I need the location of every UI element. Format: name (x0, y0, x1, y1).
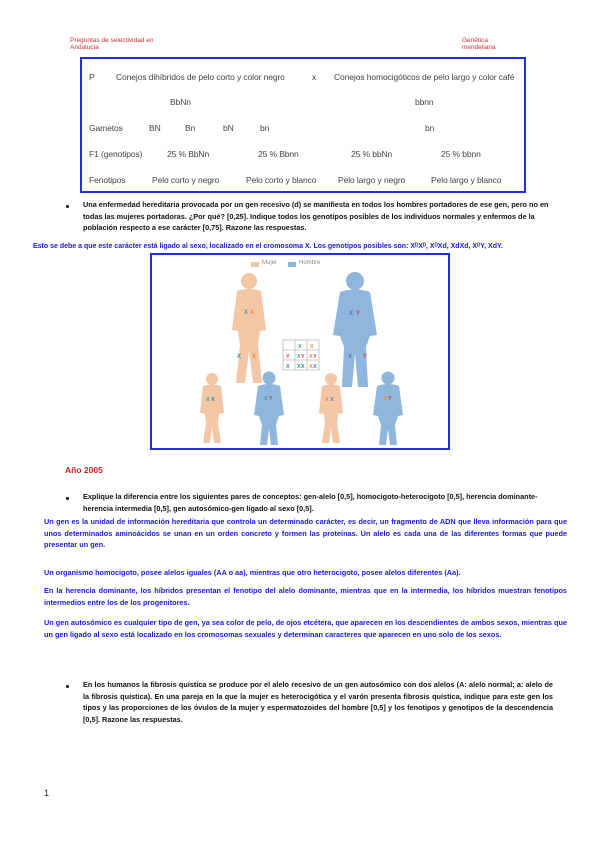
mother-figure (232, 273, 266, 383)
question1-answer: Esto se debe a que este carácter está ligado al sexo, localizado en el cromosoma X. Los genotipos posibles son: XᴰXᴰ, XᴰXd, XdXd, XᴰY, XdY. (33, 243, 503, 250)
mother-gamete-x1: X (237, 354, 242, 360)
f1-genotype-1: 25 % BbNn (167, 149, 210, 159)
punnett-row-y: Y (286, 354, 290, 360)
phenotypes-label: Fenotipos (89, 175, 126, 185)
question2-answer3: En la herencia dominante, los híbridos presentan el fenotipo del alelo dominante, mientras que en la intermedia, los híbridos muestran fenotipos intermedios entre los de los progenitores. (44, 586, 567, 607)
father-figure (333, 272, 377, 387)
bullet-question1 (66, 205, 69, 208)
svg-text:X: X (313, 364, 317, 370)
son2-figure (373, 372, 403, 446)
father-chr-y: Y (356, 311, 361, 317)
question2-answer4: Un gen autosómico es cualquier tipo de gen, ya sea color de pelo, de ojos etcétera, que aparecen en los descendientes de ambos sexos, mientras que un gen ligado al sexo está localizado en los cromosomas sexuales y determinan caracteres que aparecen en uno solo de los sexos. (44, 618, 567, 639)
f1-label: F1 (genotipos) (89, 149, 143, 159)
gamete-parent2: bn (425, 123, 435, 133)
header-left-line1: Preguntas de selectividad en (70, 37, 154, 44)
cross-table-box (80, 57, 526, 193)
svg-text:X: X (330, 397, 334, 403)
gamete-4: bn (260, 123, 270, 133)
father-gamete-x: X (348, 354, 353, 360)
f1-genotype-4: 25 % bbnn (441, 149, 481, 159)
bullet-question3 (66, 685, 69, 688)
punnett-c4: X (309, 364, 313, 370)
son1-chr: X (264, 396, 268, 402)
f1-genotype-2: 25 % Bbnn (258, 149, 299, 159)
phenotype-3: Pelo largo y negro (338, 175, 406, 185)
father-chr-x: X (349, 311, 354, 317)
mother-chr-x1: X (244, 310, 249, 316)
question2-answer2: Un organismo homocigoto, posee alelos iguales (AA o aa), mientras que otro heterocigoto, posee alelos diferentes (Aa). (44, 568, 461, 577)
header-left-line2: Andalucía (70, 44, 99, 51)
header-right (462, 37, 496, 51)
f1-genotype-3: 25 % bbNn (351, 149, 393, 159)
svg-text:X: X (211, 397, 215, 403)
svg-text:Y: Y (313, 354, 317, 360)
figure-svg (152, 255, 447, 447)
legend-male: Hombre (299, 260, 321, 266)
inheritance-figure (150, 253, 450, 450)
punnett-c1: X (297, 354, 301, 360)
daughter2-chr: X (325, 397, 329, 403)
phenotype-2: Pelo corto y blanco (246, 175, 317, 185)
daughter2-figure (319, 373, 343, 443)
phenotype-4: Pelo largo y blanco (431, 175, 502, 185)
phenotype-1: Pelo corto y negro (152, 175, 220, 185)
legend-female: Mujer (262, 260, 278, 266)
punnett-c2: X (309, 354, 313, 360)
cross-p-symbol: P (89, 72, 95, 82)
cross-genotype1: BbNn (170, 97, 191, 107)
cross-x-symbol: x (312, 72, 317, 82)
page-number: 1 (44, 788, 50, 798)
gamete-3: bN (223, 123, 234, 133)
svg-text:Y: Y (269, 396, 273, 402)
question2-answer1: Un gen es la unidad de información hereditaria que controla un determinado carácter, es decir, un fragmento de ADN que lleva información para que unos determinados aminoácidos se unan en un orden concreto y formen las proteínas. Un alelo es cada una de las diferentes formas que puede presentar un gen. (44, 517, 567, 549)
gamete-1: BN (149, 123, 161, 133)
svg-text:X: X (301, 364, 305, 370)
punnett-head-x1: X (298, 344, 302, 350)
punnett-row-x: X (286, 364, 290, 370)
header-right-line2: mendeliana (462, 44, 496, 51)
father-gamete-y: Y (363, 354, 368, 360)
header-left (70, 37, 153, 51)
gametes-label: Gametos (89, 123, 123, 133)
son2-chr: X (383, 396, 387, 402)
question1-text: Una enfermedad hereditaria provocada por un gen recesivo (d) se manifiesta en todos los hombres portadores de ese gen, pero no en todas las mujeres portadoras. ¿Por qué? [0,25]. Indique todos los genotipos posibles de los individuos normales y enfermos de la población respecto a ese carácter [0,75]. Razone las respuestas. (83, 200, 549, 232)
punnett-c3: X (297, 364, 301, 370)
daughter1-chr: X (206, 397, 210, 403)
bullet-question2 (66, 497, 69, 500)
svg-text:Y: Y (301, 354, 305, 360)
daughter1-figure (200, 373, 224, 443)
gamete-2: Bn (185, 123, 196, 133)
question3-text: En los humanos la fibrosis quística se produce por el alelo recesivo de un gen autosómico con dos alelos (A: alelo normal; a: alelo de la fibrosis quística). En una pareja en la que la mujer es heterocigótica y el varón presenta fibrosis quística, indique para este gen los tipos y las proporciones de los óvulos de la mujer y espermatozoides del hombre [0,5] y los fenotipos y genotipos de la descendencia [0,5]. Razone las respuestas. (83, 680, 553, 724)
cross-parent1: Conejos dihíbridos de pelo corto y color negro (116, 72, 285, 82)
mother-gamete-x2: X (252, 354, 257, 360)
year-heading: Año 2005 (65, 465, 103, 475)
header-right-line1: Genética (462, 37, 489, 44)
punnett-head-x2: X (310, 344, 314, 350)
cross-genotype2: bbnn (415, 97, 434, 107)
mother-chr-x2: X (250, 310, 255, 316)
cross-parent2: Conejos homocigóticos de pelo largo y color café (334, 72, 515, 82)
question2-text: Explique la diferencia entre los siguientes pares de conceptos: gen-alelo [0,5], homocigoto-heterocigoto [0,5], herencia dominante-herencia intermedia [0,5], gen autosómico-gen ligado al sexo [0,5]. (83, 492, 538, 513)
svg-text:Y: Y (388, 396, 392, 402)
